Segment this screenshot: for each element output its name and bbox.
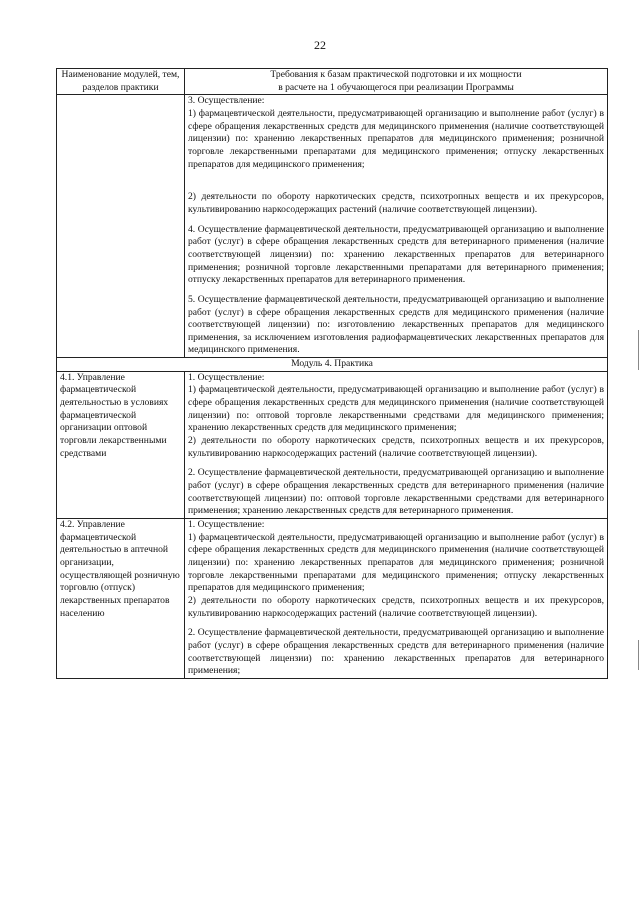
page-number: 22: [314, 38, 326, 52]
table-row-module-4: [57, 358, 608, 372]
topic-4-2-item-3: 2. Осуществление фармацевтической деятельности, предусматривающей организацию и выполнение работ (услуг) в сфере обращения лекарственных средств для ветеринарного применения (наличие соответствующей лицензии) по: хранению лекарственных препаратов для ветеринарного применения;: [188, 627, 604, 677]
header-col-name: Наименование модулей, тем, разделов практики: [57, 69, 185, 95]
scan-edge-mark: [638, 330, 639, 370]
section-3-item-1: 1) фармацевтической деятельности, предусматривающей организацию и выполнение работ (услуг) в сфере обращения лекарственных средств для медицинского применения (наличие соответствующей лицензии) по: хранению лекарственных препаратов для медицинского применения; розничной торговле лекарственными препаратами для медицинского применения; отпуску лекарственных препаратов для медицинского применения;: [188, 107, 604, 170]
topic-4-2-item-2: 2) деятельности по обороту наркотических средств, психотропных веществ и их прекурсоров, культивированию наркосодержащих растений (наличие соответствующей лицензии).: [188, 594, 604, 619]
topic-4-1-heading: 1. Осуществление:: [188, 371, 265, 383]
topic-4-2-item-1: 1) фармацевтической деятельности, предусматривающей организацию и выполнение работ (услуг) в сфере обращения лекарственных средств для медицинского применения (наличие соответствующей лицензии) по: хранению лекарственных препаратов для медицинского применения; розничной торговле лекарственными препаратами для медицинского применения; отпуску лекарственных препаратов для медицинского применения;: [188, 531, 604, 594]
topic-4-1-name: 4.1. Управление фармацевтической деятельностью в условиях фармацевтической организации оптовой торговли лекарственными средствами: [57, 371, 185, 518]
table-row-topic-4-2: [57, 519, 608, 679]
table-header-row: [57, 69, 608, 95]
section-3-heading: 3. Осуществление:: [188, 95, 265, 107]
cell-empty-name: [57, 95, 185, 358]
topic-4-2-name: 4.2. Управление фармацевтической деятельностью в аптечной организации, осуществляющей розничную торговлю (отпуск) лекарственных препаратов населению: [57, 519, 185, 679]
header-col-requirements: [185, 69, 608, 95]
requirements-table: [56, 68, 608, 679]
table-row-section-3: [57, 95, 608, 358]
cell-section-3: [185, 95, 608, 358]
cell-topic-4-1: [185, 371, 608, 518]
header-col-requirements-line2: в расчете на 1 обучающегося при реализации Программы: [278, 81, 514, 93]
topic-4-2-heading: 1. Осуществление:: [188, 519, 265, 530]
scan-edge-mark: [638, 640, 639, 670]
cell-topic-4-2: [185, 519, 608, 679]
section-3-item-2: 2) деятельности по обороту наркотических средств, психотропных веществ и их прекурсоров, культивированию наркосодержащих растений (наличие соответствующей лицензии).: [188, 191, 604, 215]
topic-4-1-item-2: 2) деятельности по обороту наркотических средств, психотропных веществ и их прекурсоров, культивированию наркосодержащих растений (наличие соответствующей лицензии).: [188, 435, 604, 459]
module-4-title: Модуль 4. Практика: [57, 358, 608, 372]
section-3-item-4: 4. Осуществление фармацевтической деятельности, предусматривающей организацию и выполнение работ (услуг) в сфере обращения лекарственных средств для ветеринарного применения (наличие соответствующей лицензии) по: хранению лекарственных препаратов для ветеринарного применения; розничной торговле лекарственными препаратами для ветеринарного применения; отпуску лекарственных препаратов для ветеринарного применения.: [188, 223, 604, 286]
section-3-item-5: 5. Осуществление фармацевтической деятельности, предусматривающей организацию и выполнение работ (услуг) в сфере обращения лекарственных средств для медицинского применения (наличие соответствующей лицензии) по: изготовлению лекарственных препаратов для медицинского применения, за исключением изготовления радиофармацевтических лекарственных препаратов для медицинского применения.: [188, 293, 604, 356]
topic-4-1-item-1: 1) фармацевтической деятельности, предусматривающей организацию и выполнение работ (услуг) в сфере обращения лекарственных средств для медицинского применения (наличие соответствующей лицензии) по: оптовой торговле лекарственными средствами для медицинского применения; хранению лекарственных средств для медицинского применения;: [188, 384, 604, 434]
topic-4-1-item-3: 2. Осуществление фармацевтической деятельности, предусматривающей организацию и выполнение работ (услуг) в сфере обращения лекарственных средств для ветеринарного применения (наличие соответствующей лицензии) по: оптовой торговле лекарственными средствами для ветеринарного применения; хранению лекарственных средств для ветеринарного применения.: [188, 467, 604, 517]
header-col-requirements-line1: Требования к базам практической подготовки и их мощности: [270, 69, 522, 80]
table-row-topic-4-1: [57, 371, 608, 518]
